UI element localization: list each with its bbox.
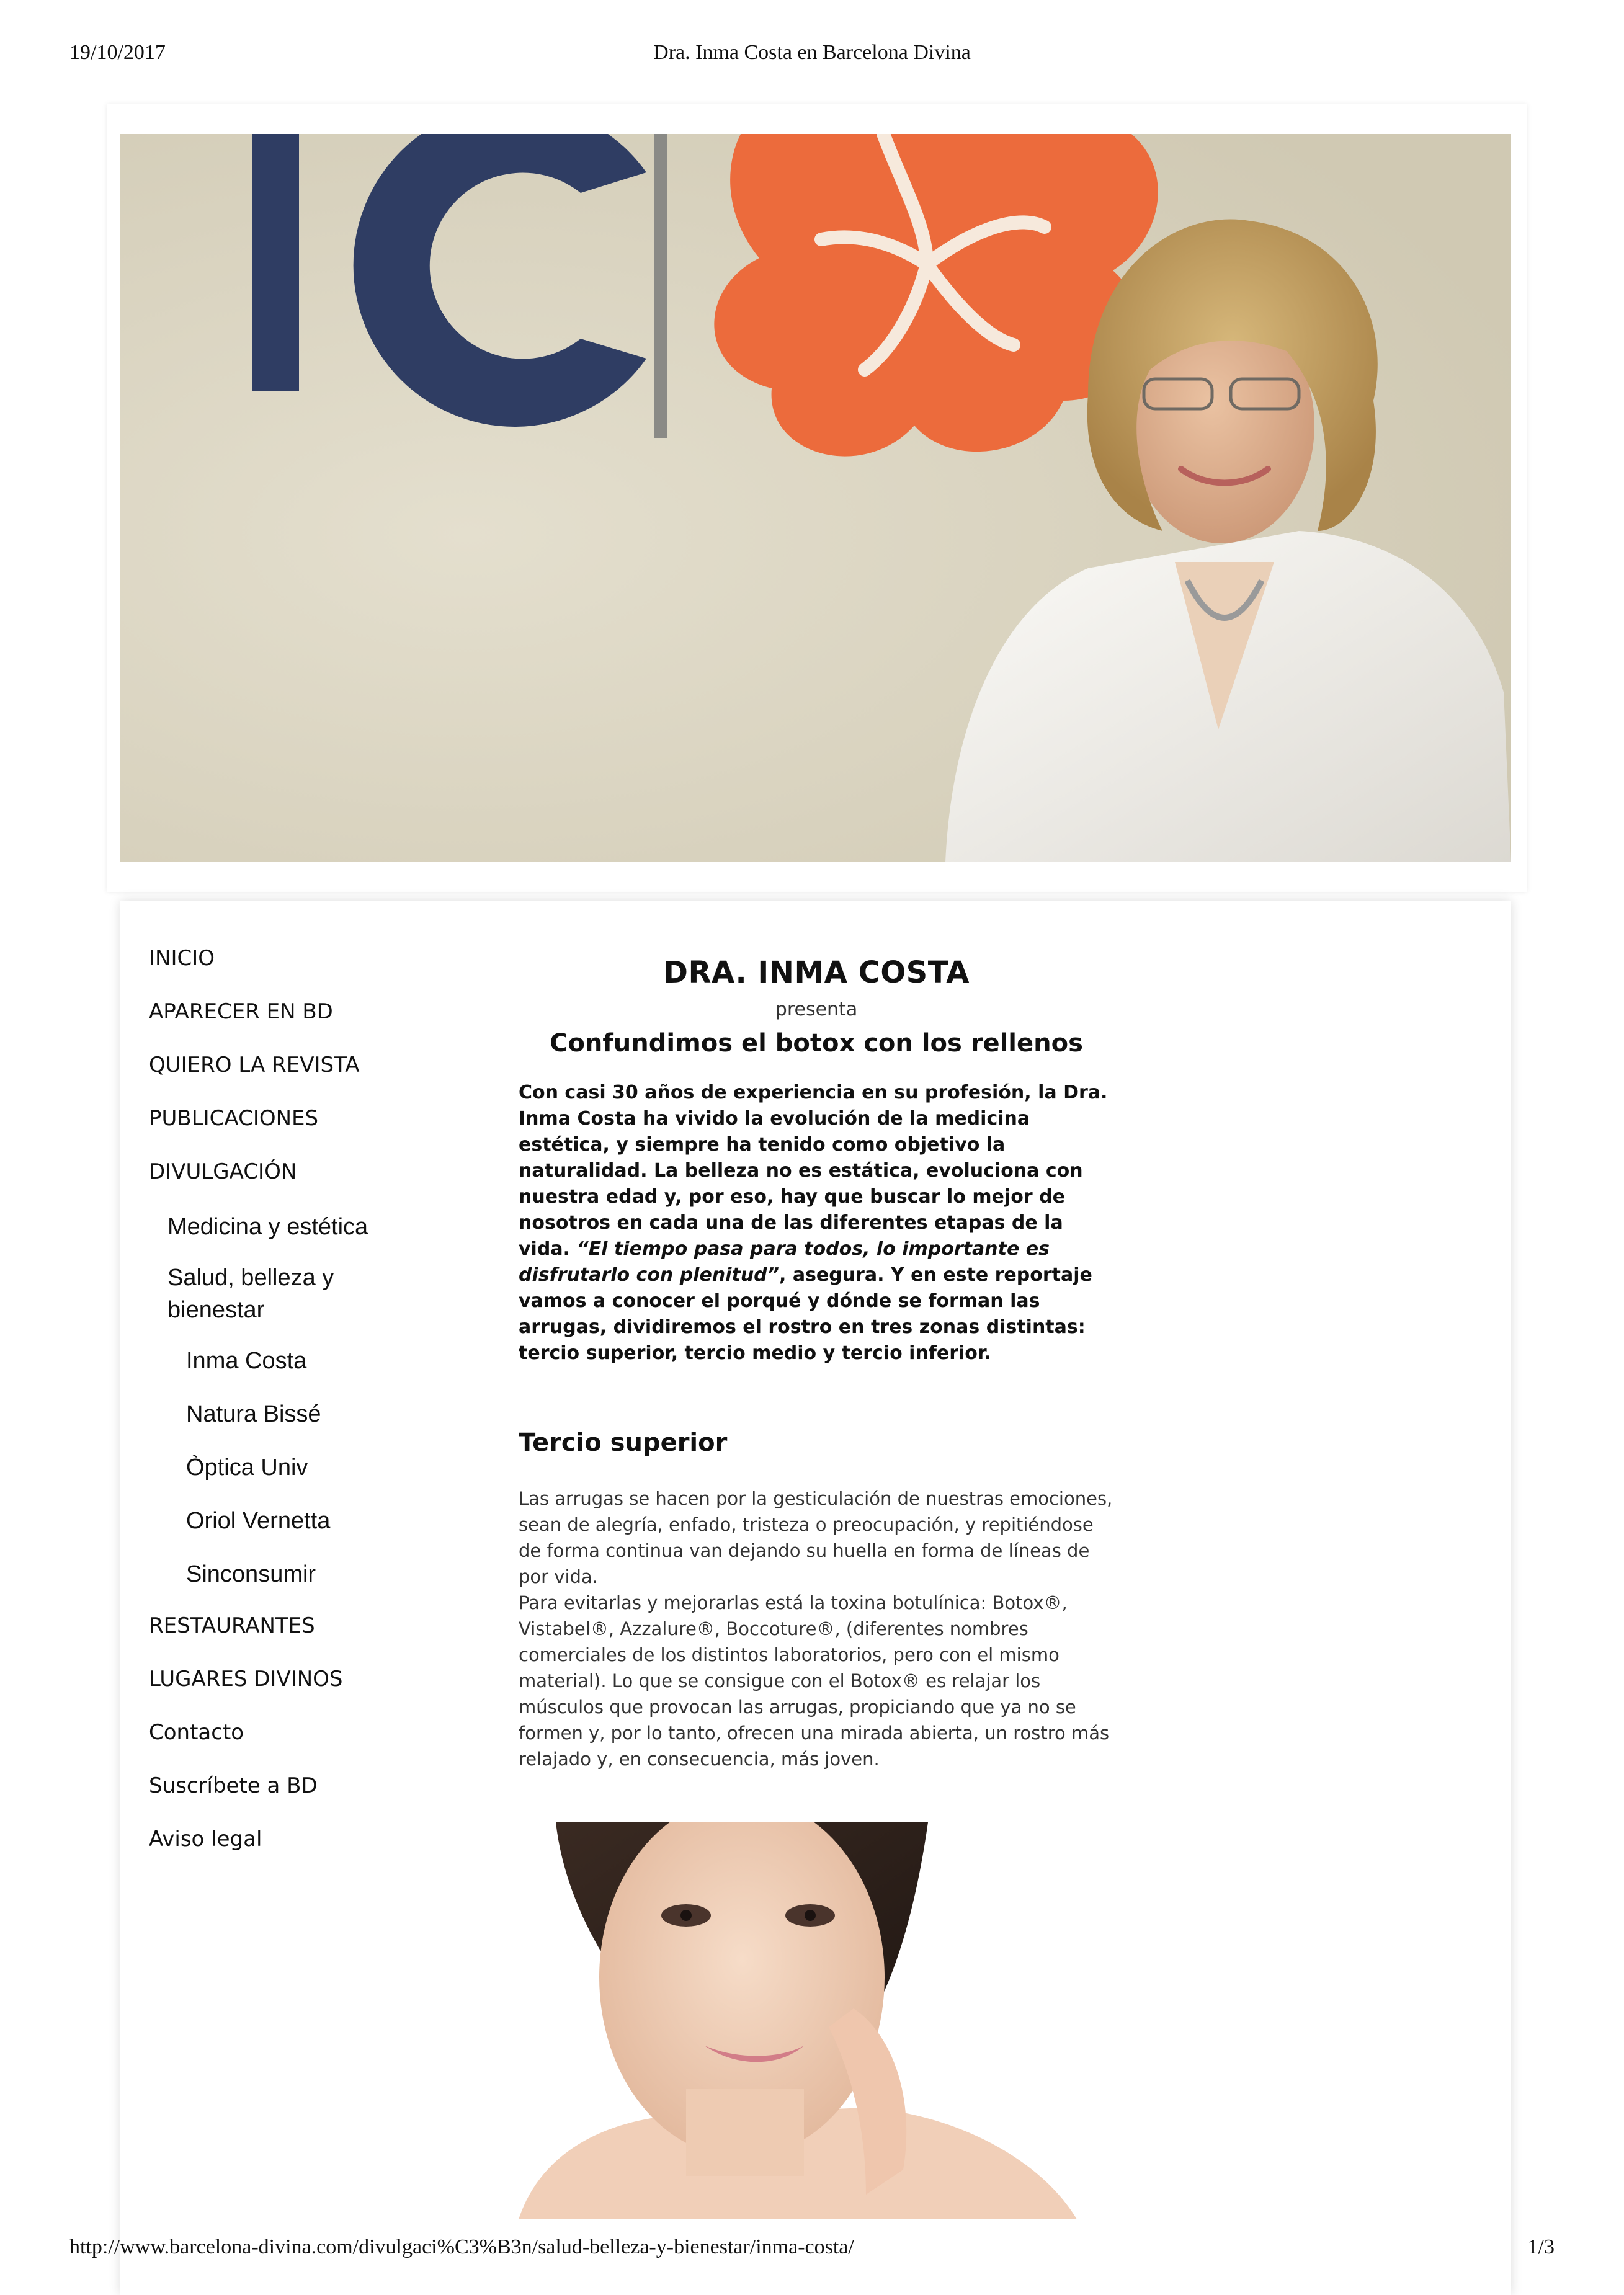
article-intro [519,1080,1114,1366]
article-presenta: presenta [775,999,858,1020]
sidebar-item-inma-costa[interactable]: Inma Costa [186,1348,307,1374]
print-page-title: Dra. Inma Costa en Barcelona Divina [653,41,971,64]
sidebar-item-salud-belleza-bienestar[interactable]: Salud, belleza y bienestar [167,1265,334,1323]
body-paragraph-2: Para evitarlas y mejorarlas está la toxina botulínica: Botox®, Vistabel®, Azzalure®, Boccoture®, (diferentes nombres comerciales de los distintos laboratorios, pero con el mismo material). Lo que se consigue con el Botox® es relajar los músculos que provocan las arrugas, propiciando que ya no se formen y, por lo tanto, ofrecen una mirada abierta, un rostro más relajado y, en consecuencia, más joven. [519,1592,1110,1770]
model-face-illustration [519,1822,1110,2219]
sidebar-item-medicina-y-estetica[interactable]: Medicina y estética [167,1214,368,1240]
article [519,955,1114,1772]
article-title: Confundimos el botox con los rellenos [550,1029,1083,1058]
sidebar-item-aviso-legal[interactable]: Aviso legal [149,1827,262,1852]
intro-text-part1: Con casi 30 años de experiencia en su profesión, la Dra. Inma Costa ha vivido la evolución de la medicina estética, y siempre ha tenido como objetivo la naturalidad. La belleza no es estática, evoluciona con nuestra edad y, por eso, hay que buscar lo mejor de nosotros en cada una de las diferentes etapas de la vida. [519,1082,1108,1260]
print-date: 19/10/2017 [69,41,166,64]
model-portrait-image [519,1822,1110,2219]
sidebar-item-lugares-divinos[interactable]: LUGARES DIVINOS [149,1667,343,1691]
sidebar-item-sinconsumir[interactable]: Sinconsumir [186,1561,316,1587]
sidebar-item-publicaciones[interactable]: PUBLICACIONES [149,1106,319,1131]
sidebar-item-quiero-la-revista[interactable]: QUIERO LA REVISTA [149,1053,360,1077]
sidebar-item-restaurantes[interactable]: RESTAURANTES [149,1613,315,1638]
sidebar-item-divulgacion[interactable]: DIVULGACIÓN [149,1159,297,1184]
body-paragraph-1: Las arrugas se hacen por la gesticulación de nuestras emociones, sean de alegría, enfado, tristeza o preocupación, y repitiéndose de forma continua van dejando su huella en forma de líneas de por vida. [519,1488,1113,1587]
print-url: http://www.barcelona-divina.com/divulgaci%C3%B3n/salud-belleza-y-bienestar/inma-costa/ [69,2235,854,2258]
sidebar-item-oriol-vernetta[interactable]: Oriol Vernetta [186,1508,331,1534]
print-page-number: 1/3 [1527,2235,1555,2258]
sidebar-item-aparecer-en-bd[interactable]: APARECER EN BD [149,999,333,1024]
intro-quote: “El tiempo pasa para todos, lo importante es disfrutarlo con plenitud” [519,1238,1050,1286]
sidebar-item-inicio[interactable]: INICIO [149,946,215,971]
section-heading: Tercio superior [519,1428,728,1457]
sidebar-item-contacto[interactable]: Contacto [149,1720,244,1745]
sidebar-nav [149,944,496,1878]
sidebar-item-natura-bisse[interactable]: Natura Bissé [186,1401,321,1427]
sidebar-item-suscribete[interactable]: Suscríbete a BD [149,1773,318,1798]
article-author-name: DRA. INMA COSTA [663,955,970,990]
sidebar-item-optica-univ[interactable]: Òptica Univ [186,1455,308,1481]
hero-image [120,134,1511,862]
intro-text-part2: , asegura. Y en este reportaje vamos a conocer el porqué y dónde se forman las arrugas, dividiremos el rostro en tres zonas distintas: tercio superior, tercio medio y tercio inferior. [519,1264,1092,1364]
hero-photo-illustration [120,134,1511,862]
